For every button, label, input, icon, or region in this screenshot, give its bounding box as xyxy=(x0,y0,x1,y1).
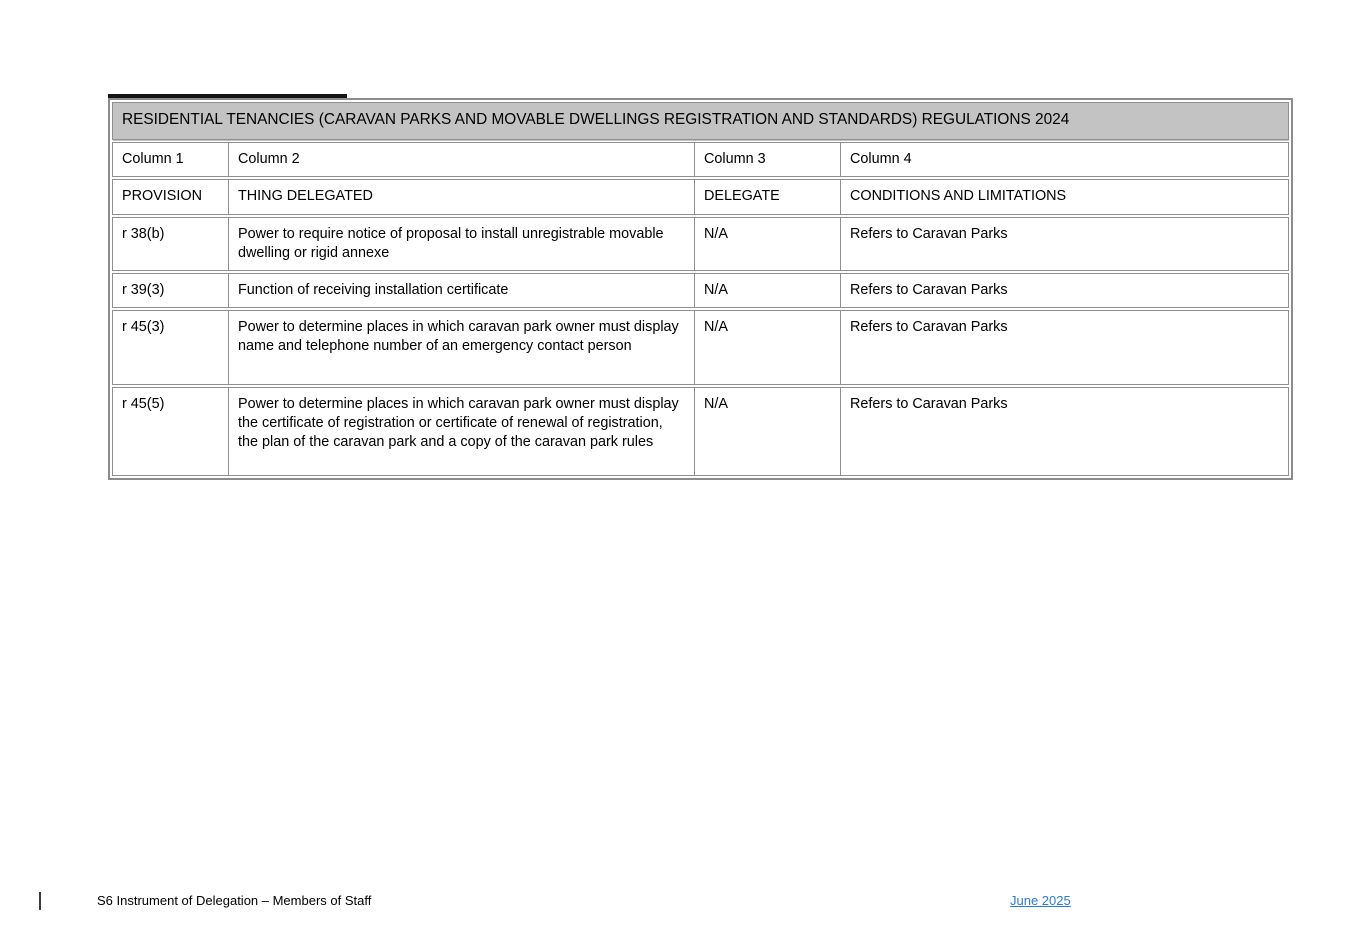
cell-provision: r 45(5) xyxy=(113,386,229,476)
cell-thing-delegated: Function of receiving installation certificate xyxy=(229,272,695,309)
cell-thing-delegated: Power to determine places in which caravan park owner must display name and telephone number of an emergency contact person xyxy=(229,309,695,386)
cell-delegate: N/A xyxy=(695,216,841,272)
header-row xyxy=(113,178,1289,216)
delegation-table-frame xyxy=(108,98,1293,480)
cell-conditions: Refers to Caravan Parks xyxy=(841,272,1289,309)
cell-conditions: Refers to Caravan Parks xyxy=(841,386,1289,476)
header-delegate: DELEGATE xyxy=(695,178,841,216)
cell-thing-delegated: Power to require notice of proposal to install unregistrable movable dwelling or rigid annexe xyxy=(229,216,695,272)
table-row xyxy=(113,386,1289,476)
delegation-table xyxy=(112,102,1289,476)
cell-provision: r 45(3) xyxy=(113,309,229,386)
cell-delegate: N/A xyxy=(695,386,841,476)
table-title: RESIDENTIAL TENANCIES (CARAVAN PARKS AND MOVABLE DWELLINGS REGISTRATION AND STANDARDS) REGULATIONS 2024 xyxy=(113,103,1289,141)
cell-conditions: Refers to Caravan Parks xyxy=(841,216,1289,272)
table-row xyxy=(113,272,1289,309)
cell-provision: r 38(b) xyxy=(113,216,229,272)
revision-change-bar xyxy=(39,892,41,910)
cell-delegate: N/A xyxy=(695,272,841,309)
column-label-4: Column 4 xyxy=(841,141,1289,178)
cell-provision: r 39(3) xyxy=(113,272,229,309)
table-row xyxy=(113,309,1289,386)
column-label-2: Column 2 xyxy=(229,141,695,178)
table-title-row xyxy=(113,103,1289,141)
footer-date-link[interactable]: June 2025 xyxy=(1010,893,1071,908)
footer-document-title: S6 Instrument of Delegation – Members of Staff xyxy=(97,893,372,908)
header-provision: PROVISION xyxy=(113,178,229,216)
header-conditions: CONDITIONS AND LIMITATIONS xyxy=(841,178,1289,216)
cell-thing-delegated: Power to determine places in which caravan park owner must display the certificate of registration or certificate of renewal of registration, the plan of the caravan park and a copy of the caravan park rules xyxy=(229,386,695,476)
column-label-1: Column 1 xyxy=(113,141,229,178)
column-label-3: Column 3 xyxy=(695,141,841,178)
cell-conditions: Refers to Caravan Parks xyxy=(841,309,1289,386)
column-label-row xyxy=(113,141,1289,178)
cell-delegate: N/A xyxy=(695,309,841,386)
table-row xyxy=(113,216,1289,272)
header-thing-delegated: THING DELEGATED xyxy=(229,178,695,216)
